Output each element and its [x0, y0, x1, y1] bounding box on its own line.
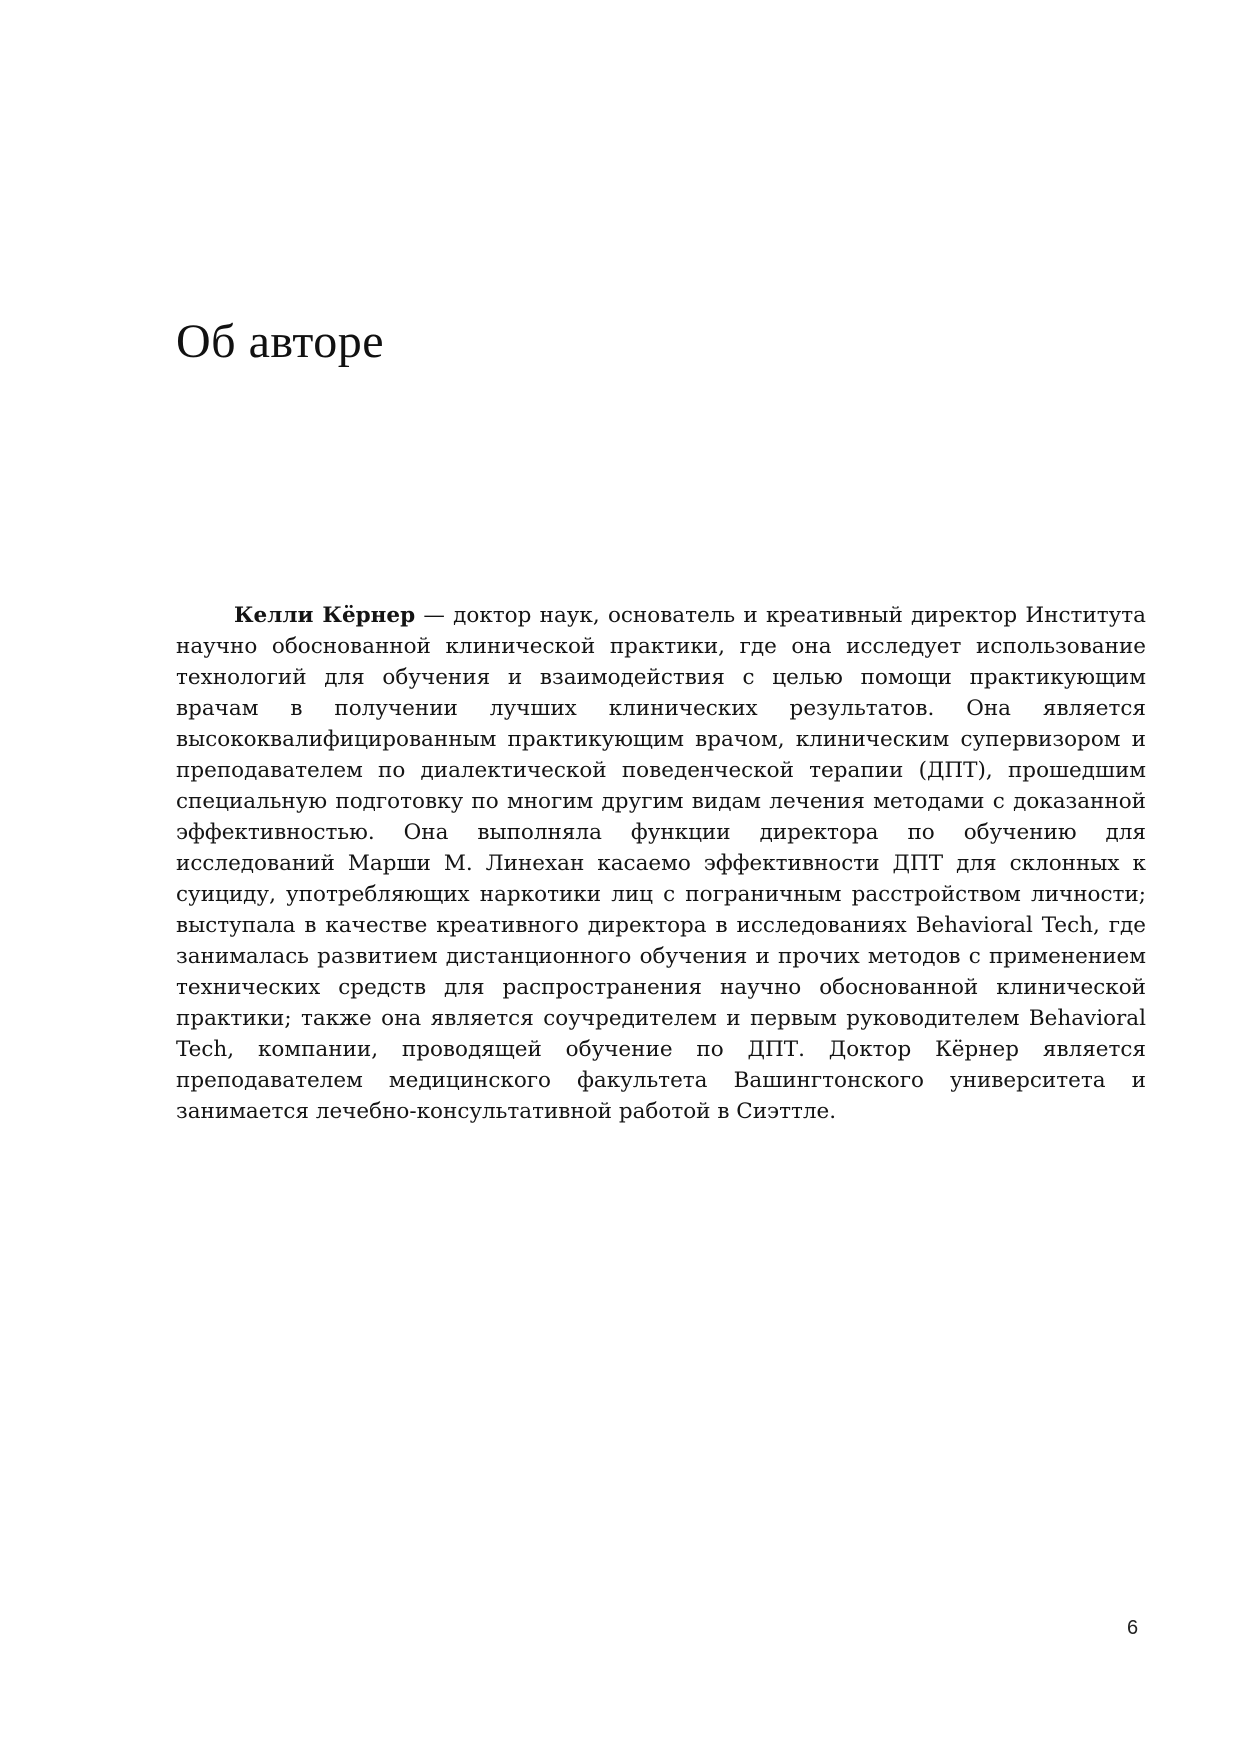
page-number: 6	[1127, 1617, 1139, 1639]
author-bio-text: — доктор наук, основатель и креативный директор Института научно обоснованной клинической практики, где она исследует использование технологий для обучения и взаимодействия с целью помощи практикующим врачам в получении лучших клинических результатов. Она является высококвалифицированным практикующим врачом, клиническим супервизором и преподавателем по диалектической поведенческой терапии (ДПТ), прошедшим специальную подготовку по многим другим видам лечения методами с доказанной эффективностью. Она выполняла функции директора по обучению для исследований Марши М. Линехан касаемо эффективности ДПТ для склонных к суициду, употребляющих наркотики лиц с пограничным расстройством личности; выступала в качестве креативного директора в исследованиях Behavioral Tech, где занималась развитием дистанционного обучения и прочих методов с применением технических средств для распространения научно обоснованной клинической практики; также она является соучредителем и первым руководителем Behavioral Tech, компании, проводящей обучение по ДПТ. Доктор Кёрнер является преподавателем медицинского факультета Вашингтонского университета и занимается лечебно-консультативной работой в Сиэттле.	[176, 603, 1146, 1124]
page-title: Об авторе	[176, 315, 385, 368]
author-bio-paragraph	[176, 600, 1146, 1127]
author-name: Келли Кёрнер	[234, 603, 416, 628]
